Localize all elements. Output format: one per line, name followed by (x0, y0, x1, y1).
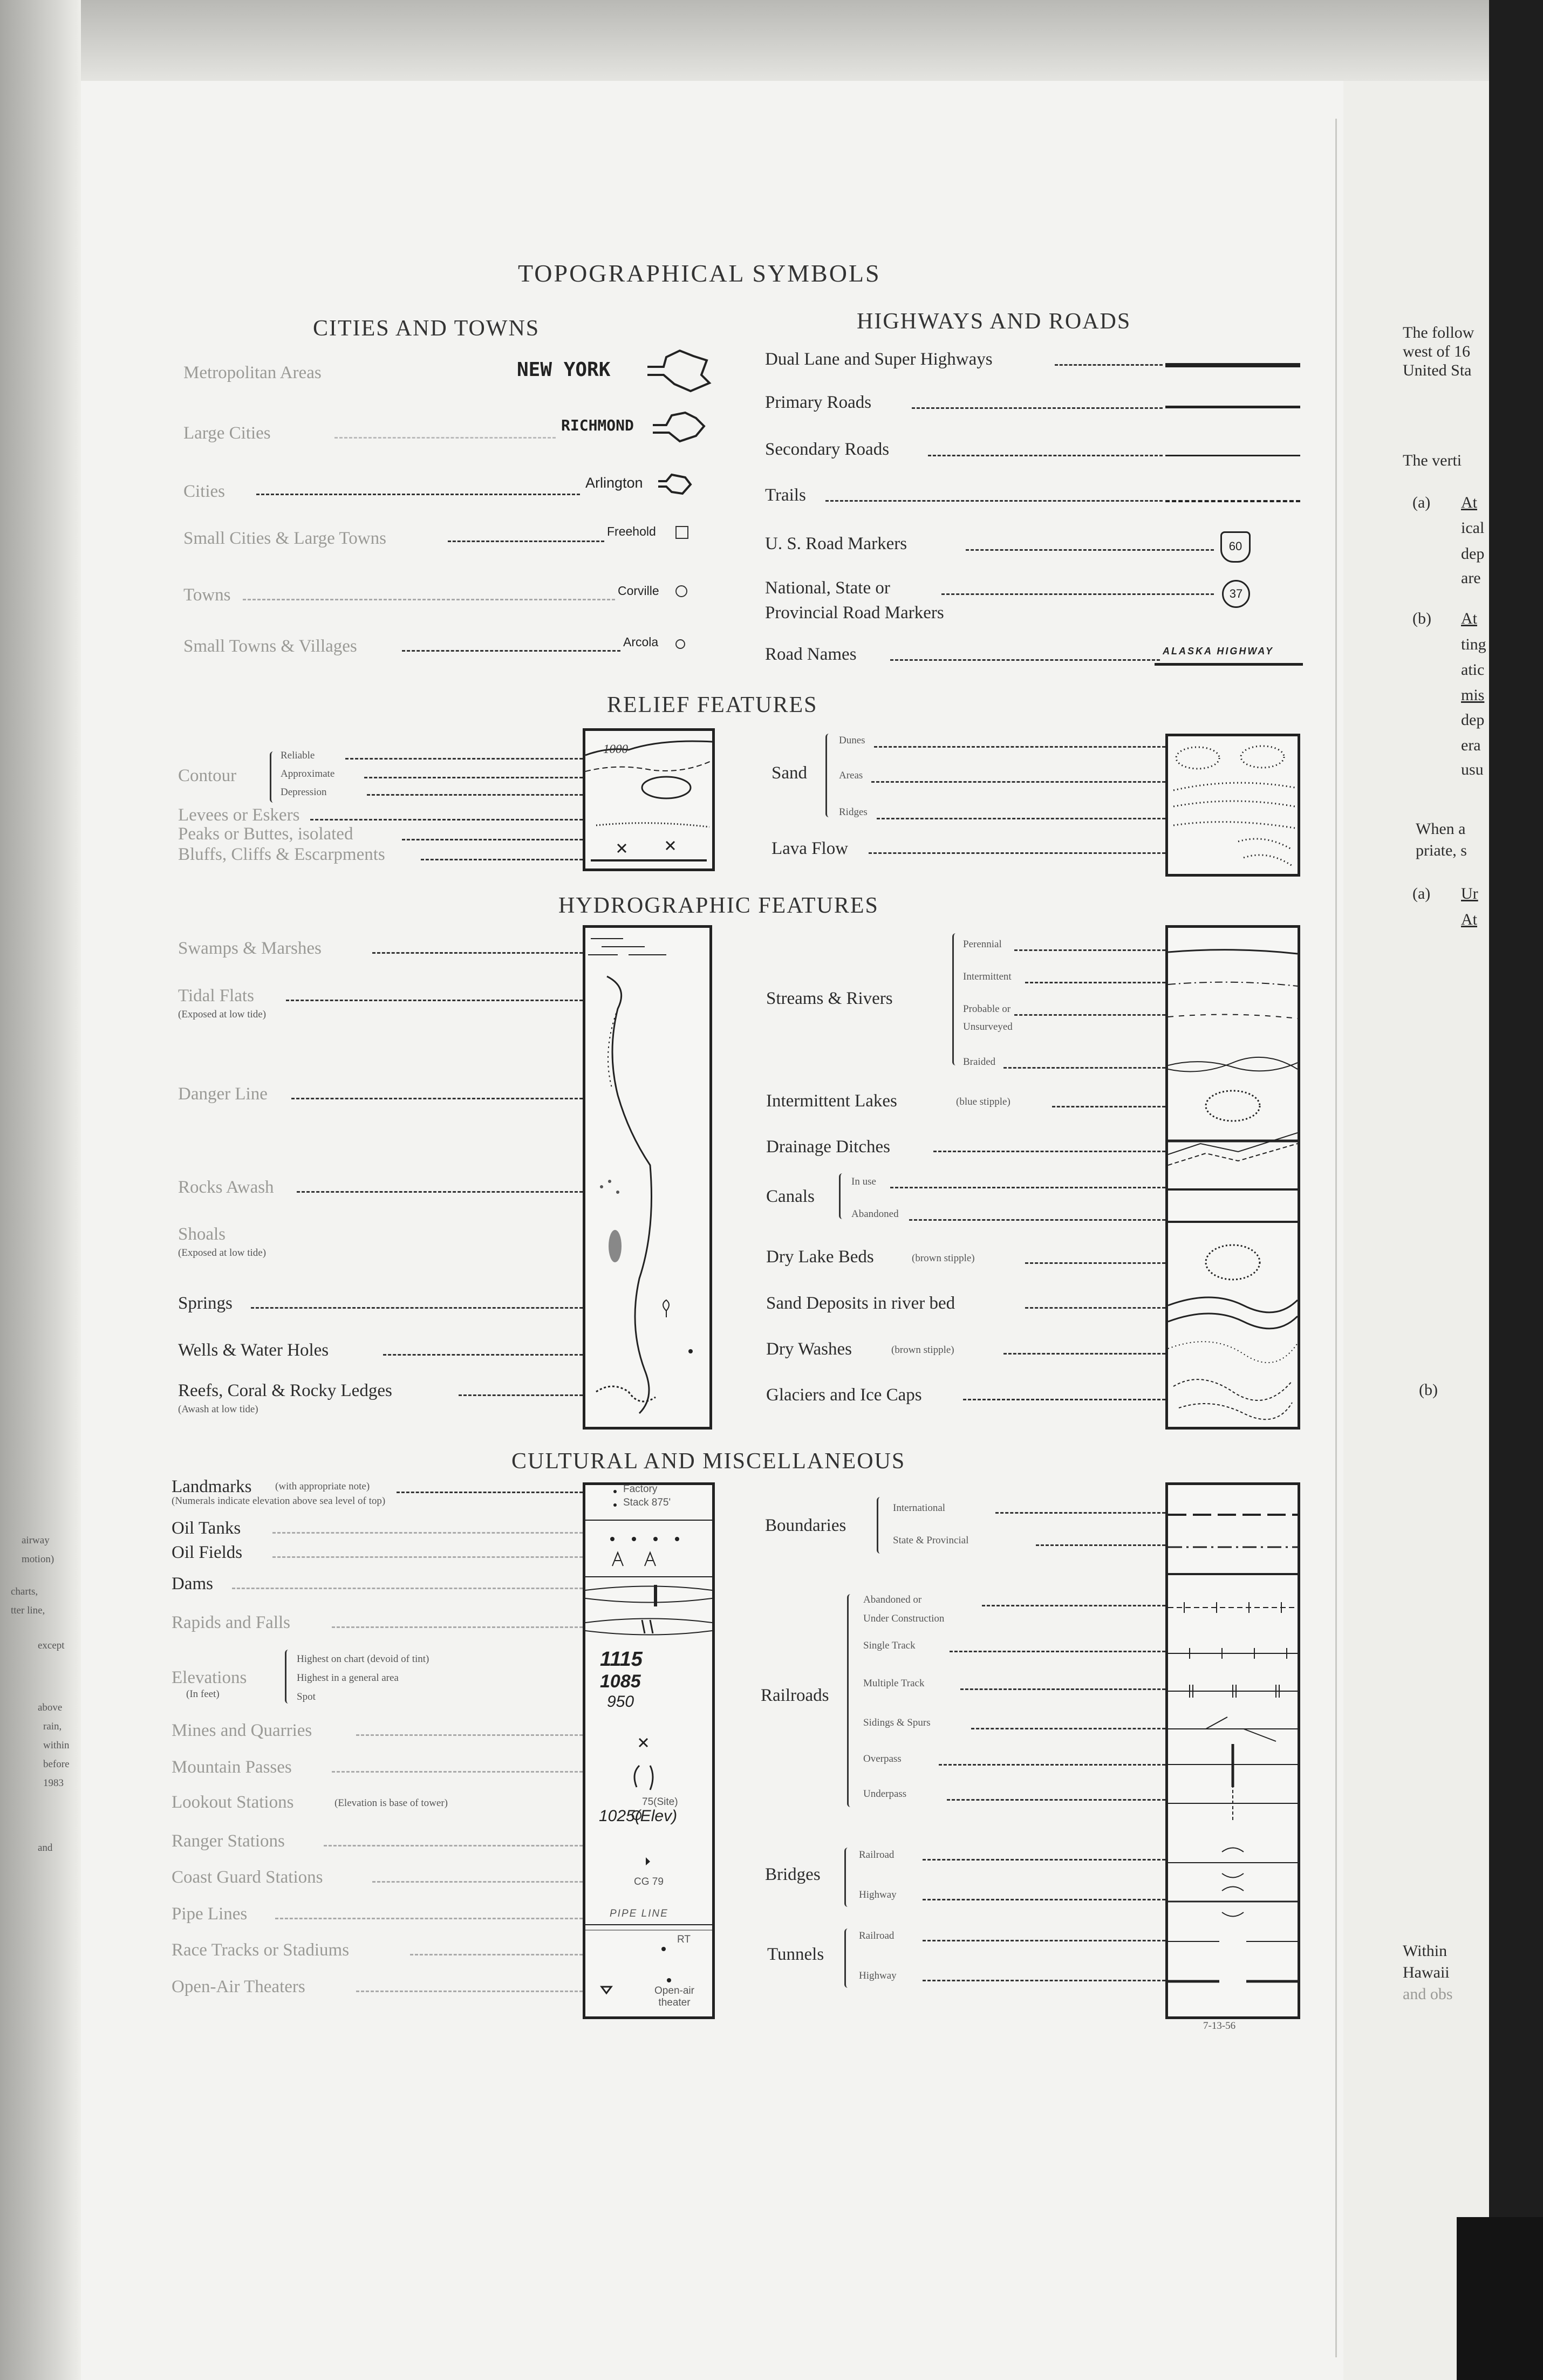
railroad-type: Abandoned or (863, 1594, 922, 1605)
tunnel-type: Highway (859, 1970, 897, 1981)
tunnel-type: Railroad (859, 1930, 895, 1941)
secondary-road-symbol (1165, 455, 1300, 456)
road-label: Primary Roads (765, 393, 872, 412)
road-label: Secondary Roads (765, 440, 890, 459)
left-edge-text: before (43, 1759, 70, 1770)
railroad-type: Multiple Track (863, 1678, 925, 1689)
adjacent-page-fragment: The follow west of 16 United Sta The verti (a) At ical dep are (b) At ting atic mis dep era usu When a priate, s (a) Ur At (1403, 324, 1486, 928)
canal-type: Abandoned (851, 1208, 899, 1220)
city-sample: Corville (618, 584, 659, 598)
hydro-label: Dry Washes (766, 1339, 852, 1359)
stream-type: Unsurveyed (963, 1021, 1013, 1032)
railroad-type: Single Track (863, 1640, 916, 1651)
relief-label: Levees or Eskers (178, 805, 300, 825)
hydro-note: (Exposed at low tide) (178, 1247, 267, 1259)
road-label: Provincial Road Markers (765, 603, 944, 623)
cultural-label: Pipe Lines (172, 1904, 248, 1924)
sand-symbol-box (1165, 734, 1300, 877)
symbol-text: PIPE LINE (610, 1908, 668, 1919)
cultural-right-symbol-box (1165, 1482, 1300, 2019)
lookout-note: (Elevation is base of tower) (334, 1797, 448, 1809)
elevation-type: Highest on chart (devoid of tint) (297, 1653, 429, 1665)
sand-type: Areas (839, 770, 863, 781)
hydro-label: Danger Line (178, 1084, 268, 1104)
symbol-text: RT (677, 1934, 691, 1945)
city-label: Small Cities & Large Towns (183, 529, 386, 548)
canals-label: Canals (766, 1187, 815, 1206)
hydro-label: Intermittent Lakes (766, 1091, 897, 1111)
city-label: Towns (183, 585, 231, 605)
road-label: National, State or (765, 578, 890, 598)
bridge-type: Highway (859, 1889, 897, 1900)
boundary-railroad-svg (1168, 1485, 1298, 2016)
hydro-note: (brown stipple) (891, 1344, 954, 1356)
bridges-label: Bridges (765, 1865, 821, 1884)
highways-heading: HIGHWAYS AND ROADS (857, 309, 1131, 334)
dual-lane-symbol (1165, 363, 1300, 367)
symbol-text: Open-air theater (654, 1985, 694, 2008)
adjacent-page-fragment: (b) (1419, 1381, 1438, 1399)
left-edge-text: 1983 (43, 1777, 64, 1789)
contour-type: Reliable (281, 750, 315, 761)
cultural-label: Landmarks (172, 1477, 252, 1496)
hydro-note: (brown stipple) (912, 1253, 975, 1264)
railroads-label: Railroads (761, 1686, 829, 1705)
adjacent-page-fragment: Within Hawaii and obs (1403, 1942, 1453, 2003)
road-label: Trails (765, 485, 806, 505)
hydro-label: Reefs, Coral & Rocky Ledges (178, 1381, 392, 1400)
cultural-label: Open-Air Theaters (172, 1977, 305, 1996)
elevation-value: 950 (607, 1693, 634, 1711)
elevations-label: Elevations (172, 1668, 247, 1687)
elevation-value: 1085 (600, 1671, 641, 1692)
cultural-heading: CULTURAL AND MISCELLANEOUS (511, 1449, 906, 1474)
lookout-label: Lookout Stations (172, 1793, 294, 1812)
sand-type: Dunes (839, 735, 865, 746)
cultural-symbols-svg (585, 1485, 712, 2016)
tunnels-label: Tunnels (767, 1945, 824, 1964)
hydro-label: Drainage Ditches (766, 1137, 890, 1157)
lookout-value: 75(Site) (642, 1796, 678, 1808)
hydro-right-symbol-box (1165, 925, 1300, 1430)
scan-left-edge (0, 0, 81, 2380)
date-code: 7-13-56 (1203, 2020, 1236, 2032)
stream-type: Braided (963, 1056, 996, 1068)
hydro-label: Swamps & Marshes (178, 939, 322, 958)
boundary-type: International (893, 1502, 946, 1514)
canal-type: In use (851, 1176, 876, 1187)
scan-top-edge (0, 0, 1543, 81)
scan-bottom-right-shadow (1457, 2217, 1543, 2380)
circle-icon (675, 639, 685, 649)
cultural-note: (with appropriate note) (275, 1481, 370, 1492)
trail-symbol (1165, 500, 1300, 502)
page-title: TOPOGRAPHICAL SYMBOLS (518, 259, 881, 287)
hydro-left-symbol-box (583, 925, 712, 1430)
streams-svg (1168, 928, 1298, 1427)
hydro-label: Springs (178, 1294, 233, 1313)
lookout-value: 1025(Elev) (599, 1807, 678, 1825)
cultural-label: Rapids and Falls (172, 1613, 290, 1632)
hydro-note: (blue stipple) (956, 1096, 1011, 1107)
hydro-label: Sand Deposits in river bed (766, 1294, 955, 1313)
road-label: U. S. Road Markers (765, 534, 907, 553)
left-edge-text: except (38, 1640, 65, 1651)
road-name-line (1155, 663, 1303, 666)
coastline-svg (585, 928, 709, 1427)
hydro-label: Wells & Water Holes (178, 1341, 329, 1360)
stream-type: Intermittent (963, 971, 1012, 982)
elevation-type: Highest in a general area (297, 1672, 399, 1684)
cultural-label: Dams (172, 1574, 213, 1593)
hydro-label: Dry Lake Beds (766, 1247, 874, 1267)
city-sample: Arcola (623, 635, 659, 649)
sand-type: Ridges (839, 806, 868, 818)
left-edge-text: and (38, 1842, 53, 1854)
us-route-shield-icon: 60 (1220, 531, 1251, 563)
cultural-label: Race Tracks or Stadiums (172, 1940, 350, 1960)
contour-label: Contour (178, 766, 237, 785)
railroad-type: Under Construction (863, 1613, 945, 1624)
city-sample: Arlington (585, 475, 643, 491)
left-edge-text: charts, (11, 1586, 38, 1597)
city-sample: NEW YORK (517, 359, 611, 381)
cultural-label: Coast Guard Stations (172, 1868, 323, 1887)
scan-right-edge (1489, 0, 1543, 2380)
cultural-label: Oil Fields (172, 1543, 243, 1562)
contour-value: 1000 (603, 742, 628, 756)
elevations-unit: (In feet) (186, 1688, 220, 1700)
hydro-note: (Awash at low tide) (178, 1404, 258, 1415)
stream-type: Perennial (963, 939, 1002, 950)
state-route-circle-icon: 37 (1222, 580, 1250, 608)
elevation-value: 1115 (600, 1648, 643, 1671)
cultural-label: Ranger Stations (172, 1831, 285, 1851)
boundaries-label: Boundaries (765, 1516, 846, 1535)
relief-heading: RELIEF FEATURES (607, 693, 818, 717)
relief-label: Peaks or Buttes, isolated (178, 824, 353, 844)
city-label: Small Towns & Villages (183, 637, 357, 656)
primary-road-symbol (1165, 406, 1300, 408)
lava-label: Lava Flow (772, 839, 849, 858)
circle-icon (675, 585, 687, 597)
railroad-type: Overpass (863, 1753, 902, 1765)
railroad-type: Underpass (863, 1788, 907, 1800)
cultural-label: Mountain Passes (172, 1757, 292, 1777)
relief-label: Bluffs, Cliffs & Escarpments (178, 845, 385, 864)
bridge-type: Railroad (859, 1849, 895, 1861)
cultural-label: Mines and Quarries (172, 1721, 312, 1740)
hydro-label: Tidal Flats (178, 986, 254, 1006)
hydro-note: (Exposed at low tide) (178, 1009, 267, 1020)
elevation-type: Spot (297, 1691, 316, 1702)
left-edge-text: airway (22, 1535, 50, 1546)
city-outline-symbols (642, 345, 718, 539)
cultural-note: (Numerals indicate elevation above sea level of top) (172, 1495, 386, 1507)
railroad-type: Sidings & Spurs (863, 1717, 931, 1728)
left-edge-text: within (43, 1740, 70, 1751)
left-edge-text: above (38, 1702, 63, 1713)
road-name-sample: ALASKA HIGHWAY (1163, 646, 1274, 656)
hydro-label: Shoals (178, 1225, 226, 1244)
contour-type: Depression (281, 787, 327, 798)
road-label: Dual Lane and Super Highways (765, 350, 993, 369)
sand-stipple-svg (1168, 736, 1298, 874)
left-edge-text: motion) (22, 1554, 54, 1565)
road-label: Road Names (765, 645, 857, 664)
cities-heading: CITIES AND TOWNS (313, 316, 540, 341)
city-label: Large Cities (183, 423, 271, 443)
cultural-label: Oil Tanks (172, 1519, 241, 1538)
city-label: Metropolitan Areas (183, 363, 322, 382)
hydro-label: Glaciers and Ice Caps (766, 1385, 922, 1405)
city-label: Cities (183, 482, 226, 501)
symbol-text: Factory (623, 1483, 658, 1495)
stream-type: Probable or (963, 1003, 1011, 1015)
hydro-heading: HYDROGRAPHIC FEATURES (558, 893, 879, 918)
city-sample: Freehold (607, 524, 656, 538)
left-edge-text: rain, (43, 1721, 62, 1732)
cultural-left-symbol-box (583, 1482, 715, 2019)
city-sample: RICHMOND (561, 416, 634, 434)
page-fold (1335, 119, 1337, 2357)
relief-symbol-box (583, 728, 715, 871)
boundary-type: State & Provincial (893, 1535, 969, 1546)
symbol-text: Stack 875' (623, 1497, 671, 1508)
left-edge-text: tter line, (11, 1605, 45, 1616)
sand-label: Sand (772, 763, 807, 783)
hydro-label: Rocks Awash (178, 1178, 274, 1197)
symbol-text: CG 79 (634, 1876, 664, 1887)
contour-type: Approximate (281, 768, 335, 779)
streams-label: Streams & Rivers (766, 989, 893, 1008)
